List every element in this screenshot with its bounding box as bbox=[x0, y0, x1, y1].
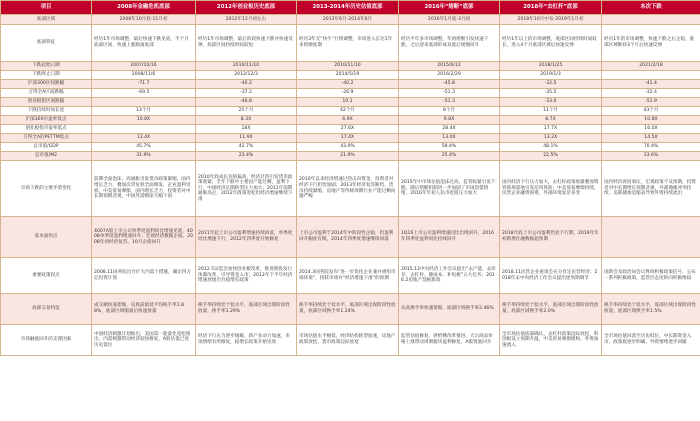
row-label: 万得全A的PETTM低点 bbox=[1, 134, 92, 143]
table-cell: 25.4% bbox=[399, 152, 500, 161]
table-cell: 2018.11民营企业座谈会充分肯定民营经济；2018年末中央经济工作会议提出逆周期调节 bbox=[500, 258, 602, 294]
table-cell: 27.6X bbox=[297, 125, 399, 134]
table-cell: 13个月 bbox=[92, 107, 196, 116]
table-cell: 2011年起上市公司盈利增速持续回落，单季度同比增速下行，2012年四季度开始修复 bbox=[196, 217, 297, 258]
table-cell: -32.4 bbox=[602, 89, 700, 98]
table-cell: -51.3 bbox=[399, 89, 500, 98]
table-row bbox=[1, 125, 700, 134]
table-cell: 2015/6/12 bbox=[399, 62, 500, 71]
table-row bbox=[1, 143, 700, 152]
row-label: 下跌终止日期 bbox=[1, 71, 92, 80]
row-label: 总市值/M2 bbox=[1, 152, 92, 161]
table-cell: -37.2 bbox=[196, 89, 297, 98]
header-2012: 2012年创业板历史底部 bbox=[196, 1, 297, 15]
table-cell: -33.0 bbox=[500, 98, 602, 107]
table-cell: 2007/10/16 bbox=[92, 62, 196, 71]
table-cell: 2019/1/3 bbox=[500, 71, 602, 80]
table-cell: -46.8 bbox=[196, 98, 297, 107]
table-cell: 2010年以来经济增速过热击向资金，投资者对经济下行担忧加剧；2013年经济复苏断档，货币持续紧缩，房地产等传统周期行业产能过剩问题严峻 bbox=[297, 161, 399, 217]
table-cell: 48.1% bbox=[500, 143, 602, 152]
row-label: 底部特征 bbox=[1, 25, 92, 62]
table-cell: 31.9% bbox=[92, 152, 196, 161]
table-cell: 43个月 bbox=[602, 107, 700, 116]
table-cell: 上市公司盈利于2014年中阶段性企稳，但盈利回升幅度有限，2014年四季度增速继续回落 bbox=[297, 217, 399, 258]
table-cell: 2013年6月-2014年6月 bbox=[297, 15, 399, 25]
table-cell: 17.4X bbox=[297, 134, 399, 143]
table-cell: 4007A股上市公司单季度盈利同比增速见底，4008单季度盈利增速回升；宏观经济数据企稳，2008年初经济复苏，10月企稳回升 bbox=[92, 217, 196, 258]
table-cell: 2018年10月中旬-2019年1月初 bbox=[500, 15, 602, 25]
table-cell: 监管估值修复，供给侧改革推进，大宗商品价格上涨带动周期板块盈利修复，A股筑底回升 bbox=[399, 325, 500, 356]
table-cell: 2015年中市场估值泡沫过高，监管收紧引发下跌，随后熔断机制进一步加剧了市场恐慌情绪，2016年年初人民币贬值压力加大 bbox=[399, 161, 500, 217]
table-cell: 从高换手率快速萎缩，底部区域换手率2.46% bbox=[399, 294, 500, 325]
row-label: 底部区域 bbox=[1, 15, 92, 25]
table-cell: 70.4% bbox=[602, 143, 700, 152]
table-row bbox=[1, 116, 700, 125]
table-cell: 全市场估值回落至历史低位，中长期资金入市，政策底逐步明确，外资情绪逐步回暖 bbox=[602, 325, 700, 356]
header-item: 项目 bbox=[1, 1, 92, 15]
table-cell: -45.8 bbox=[399, 80, 500, 89]
table-cell: 2012年12月初左右 bbox=[196, 15, 297, 25]
row-label: 创业板指市盈率低点 bbox=[1, 125, 92, 134]
table-cell: 换手率持续处于低水平，底部区域出现阶段性放量，底部区域换手率2.0% bbox=[500, 294, 602, 325]
table-cell bbox=[602, 71, 700, 80]
table-cell bbox=[92, 98, 196, 107]
table-row bbox=[1, 134, 700, 143]
table-cell: 2018年底上市公司盈利仍处下行期，2019年年初新增社融数据超预期 bbox=[500, 217, 602, 258]
header-2013-2014: 2013-2014年历史估值底部 bbox=[297, 1, 399, 15]
table-cell: -35.5 bbox=[500, 89, 602, 98]
row-label: 创业板指区间跌幅 bbox=[1, 98, 92, 107]
table-row bbox=[1, 98, 700, 107]
table-cell: 前期全面泡沫，高通胀引发货币政策紧缩，国内增长乏力，叠加次贷危机全面爆发，企业盈利受损，中美贸易摩擦，国内增长乏力，投资者对中长期预期悲观，中国外需断崖大幅下滑 bbox=[92, 161, 196, 217]
table-row bbox=[1, 62, 700, 71]
table-cell: 45.7% bbox=[92, 143, 196, 152]
table-cell: -69.5 bbox=[92, 89, 196, 98]
table-cell: 6.9X bbox=[297, 116, 399, 125]
table-cell: 42个月 bbox=[297, 107, 399, 116]
table-cell: 9.8X bbox=[399, 116, 500, 125]
table-cell: 2021/2/18 bbox=[602, 62, 700, 71]
row-label: 下跌起始日期 bbox=[1, 62, 92, 71]
table-cell: 换手率持续处于低水平，底部区域出现阶段性放量，底部区域换手率1.24% bbox=[297, 294, 399, 325]
table-row bbox=[1, 80, 700, 89]
row-label: 基本面拐点 bbox=[1, 217, 92, 258]
table-cell: 经历1年市场调整，最后阶段快速下跌并快速反弹，底部区间持续时间较短 bbox=[196, 25, 297, 62]
table-cell: 国内经济下行压力加大，去杠杆政策收紧叠加资管新规落地引发信用风险；中美贸易摩擦持续，民营企业融资困难，外部环境复杂多变 bbox=[500, 161, 602, 217]
table-cell: -40.2 bbox=[297, 80, 399, 89]
table-cell: -41.4 bbox=[602, 80, 700, 89]
table-cell: 1Q16上市公司盈利增速同比出现回升，2016年四季度盈利同比持续回升 bbox=[399, 217, 500, 258]
table-cell: 11.9X bbox=[196, 134, 297, 143]
table-cell: 经历1年市场调整，最后快速下跌见底，半个月底部区间，快速上涨脱离底部 bbox=[92, 25, 196, 62]
table-cell: 22.5% bbox=[500, 152, 602, 161]
table-cell: 25个月 bbox=[196, 107, 297, 116]
table-cell: 14.5X bbox=[602, 134, 700, 143]
table-cell: 16.0X bbox=[602, 125, 700, 134]
row-label: 沪深300市盈率低点 bbox=[1, 116, 92, 125]
table-cell: 2012/12/3 bbox=[196, 71, 297, 80]
table-cell: 2010/11/10 bbox=[196, 62, 297, 71]
table-cell: 23.4% bbox=[196, 152, 297, 161]
table-cell: -32.5 bbox=[500, 80, 602, 89]
table-cell: 换手率持续处于低水平，底部区域出现阶段性放量，底部区域换手率1.5% bbox=[602, 294, 700, 325]
row-label: 沪深300区间跌幅 bbox=[1, 80, 92, 89]
table-cell: 换手率持续处于低水平，底部区域出现阶段性放量，换手率1.29% bbox=[196, 294, 297, 325]
table-cell: 2010/11/10 bbox=[297, 62, 399, 71]
table-cell: 18X bbox=[196, 125, 297, 134]
table-cell: 2015.12中央经济工作会议提出“去产能、去库存、去杠杆、降成本、补短板”五大任务；2016.2房地产契税新政 bbox=[399, 258, 500, 294]
table-cell: 42.7% bbox=[196, 143, 297, 152]
table-row bbox=[1, 107, 700, 116]
table-row bbox=[1, 258, 700, 294]
table-cell bbox=[602, 15, 700, 25]
table-cell: -51.9 bbox=[602, 98, 700, 107]
table-cell: 10.8X bbox=[602, 116, 700, 125]
table-cell: 2008年10月底-11月初 bbox=[92, 15, 196, 25]
table-cell: 8个月 bbox=[399, 107, 500, 116]
table-row bbox=[1, 161, 700, 217]
table-cell: 成交额快速萎缩，见底前最低平均换手率1.88%，底部区域缩量后快速放量 bbox=[92, 294, 196, 325]
table-cell: 市场估值水平极低，经济结构转型加速，房地产政策放松，货币政策边际放宽 bbox=[297, 325, 399, 356]
table-cell: 经历1年以上的市场调整，底部区间持续时间较长，进入4个月底部区域后快速反弹 bbox=[500, 25, 602, 62]
table-cell: 58.4% bbox=[399, 143, 500, 152]
table-cell: 2010年底成长估值偏高，经济过热引发货币政策收紧，全年下跌中主要因产能过剩，盈利下行，中国经济长期转型压力加大；2011年前期通胀高企，2012年政策宽松但经济增速继续下滑 bbox=[196, 161, 297, 217]
table-row bbox=[1, 15, 700, 25]
row-label: 市场下跌的主要矛盾变化 bbox=[1, 161, 92, 217]
table-cell: 10.8X bbox=[92, 116, 196, 125]
table-cell: 8.3X bbox=[196, 116, 297, 125]
table-cell: 13.0X bbox=[399, 134, 500, 143]
table-cell: 经历半年多市场调整，年初熔断引发快速下跌，之后迎来底部形成双底后缓慢回升 bbox=[399, 25, 500, 62]
table-cell: 13.2X bbox=[500, 134, 602, 143]
table-cell: 2016/2/29 bbox=[399, 71, 500, 80]
header-2018: 2018年“去杠杆”底部 bbox=[500, 1, 602, 15]
table-cell: -40.2 bbox=[196, 80, 297, 89]
header-current: 本次下跌 bbox=[602, 1, 700, 15]
table-cell: 2014/5/19 bbox=[297, 71, 399, 80]
table-cell: 经济下行压力逐步缓解，新产业动力加速，市场情绪有所修复，稳增长政策开始见效 bbox=[196, 325, 297, 356]
table-row bbox=[1, 325, 700, 356]
table-cell: 经历3年无“快牛”行情调整，市场进入长达1年多的磨底期 bbox=[297, 25, 399, 62]
table-cell: 43.0% bbox=[297, 143, 399, 152]
table-row bbox=[1, 89, 700, 98]
table-cell: 8.7X bbox=[500, 116, 602, 125]
header-2016: 2016年“熔断”底部 bbox=[399, 1, 500, 15]
table-row bbox=[1, 217, 700, 258]
table-cell: 10.1 bbox=[297, 98, 399, 107]
table-cell: 13.4X bbox=[92, 134, 196, 143]
table-row bbox=[1, 152, 700, 161]
table-cell: 28.4X bbox=[399, 125, 500, 134]
row-label: 万得全A区间跌幅 bbox=[1, 89, 92, 98]
row-label: 市场触底回升的支撑因素 bbox=[1, 325, 92, 356]
table-cell: 2008/11/6 bbox=[92, 71, 196, 80]
table-cell: 2018/1/25 bbox=[500, 62, 602, 71]
table-cell: 2016年1月底-3月初 bbox=[399, 15, 500, 25]
table-cell: 2012.5证监会加快创业板改革，推进新股发行体制改革，引导资金入市；2012年下半年经济增速放缓出台稳增长政策 bbox=[196, 258, 297, 294]
row-label: 重要政策拐点 bbox=[1, 258, 92, 294]
header-2008: 2008年金融危机底部 bbox=[92, 1, 196, 15]
table-row bbox=[1, 71, 700, 80]
table-cell: 国新会及政治局会议释放积极政策信号，公布一系列积极政策，监管层态度转向积极维稳 bbox=[602, 258, 700, 294]
table-cell: -51.3 bbox=[399, 98, 500, 107]
table-cell bbox=[92, 125, 196, 134]
table-cell: 21.9% bbox=[297, 152, 399, 161]
table-row bbox=[1, 25, 700, 62]
table-cell: 经历1年的市场调整，快速下跌之后企稳，底部区域维持3个月后快速反弹 bbox=[602, 25, 700, 62]
row-label: 底部交易特征 bbox=[1, 294, 92, 325]
table-cell: -71.7 bbox=[92, 80, 196, 89]
header-row bbox=[1, 1, 700, 15]
table-cell: 17.7X bbox=[500, 125, 602, 134]
row-label: 总市值/GDP bbox=[1, 143, 92, 152]
table-cell: 全市场估值底部确认，去杠杆政策边际放松，科创板设立预期升温，中美贸易摩擦缓和，外资加速流入 bbox=[500, 325, 602, 356]
table-cell: 2008.11国务院出台扩大内需十措施，确定四万亿投资计划 bbox=[92, 258, 196, 294]
table-cell bbox=[602, 217, 700, 258]
table-cell: 2014.3国务院发布“进一步优化企业兼并重组市场环境”，扭转市场对“经济增速下滑”的预期 bbox=[297, 258, 399, 294]
table-cell: -26.9 bbox=[297, 89, 399, 98]
table-row bbox=[1, 294, 700, 325]
table-cell: 中国经济刺激计划推出，美国第一轮量化宽松推出，内需刺激带动经济较快修复，A股估值已处历史低位 bbox=[92, 325, 196, 356]
row-label: 下跌持续时间长度 bbox=[1, 107, 92, 116]
table-cell: 11个月 bbox=[500, 107, 602, 116]
table-cell: 国内经济再度承压，宏观政策不及预期，投资者对中长期增长预期悲观，外部地缘冲突持续，美联储加息缩表导致外资持续流出 bbox=[602, 161, 700, 217]
table-cell: 33.6% bbox=[602, 152, 700, 161]
